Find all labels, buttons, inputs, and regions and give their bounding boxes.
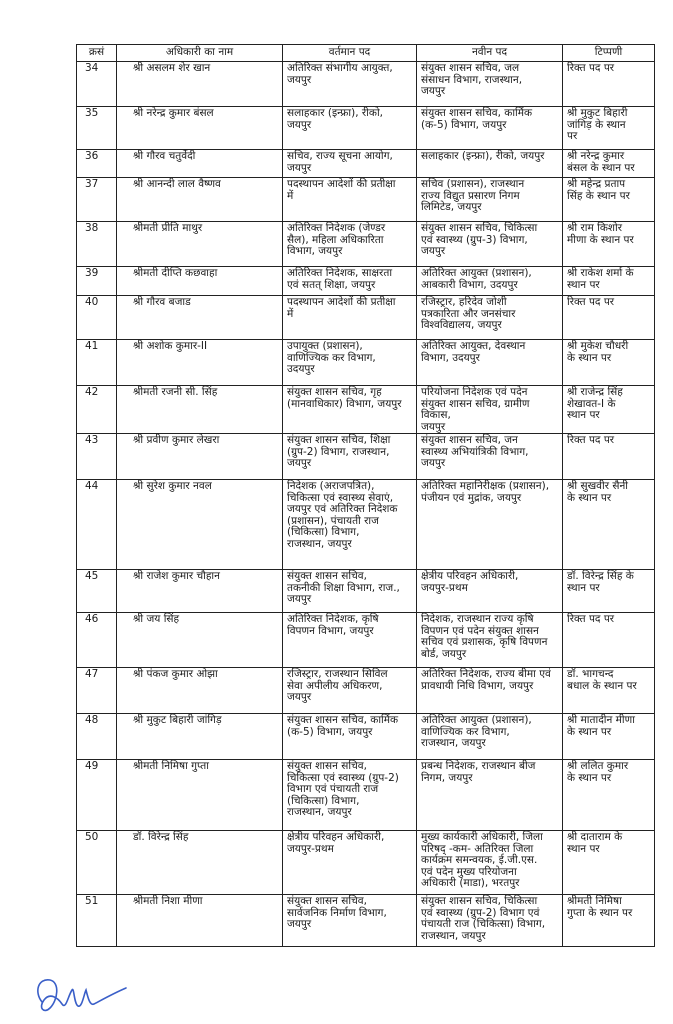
cell-sno: 49: [77, 760, 117, 831]
header-remark: टिप्पणी: [563, 45, 655, 62]
cell-current-post: सचिव, राज्य सूचना आयोग, जयपुर: [283, 150, 417, 178]
cell-new-post: संयुक्त शासन सचिव, चिकित्सा एवं स्वास्थ्य (ग्रुप-3) विभाग, जयपुर: [417, 222, 563, 267]
cell-officer-name: श्री आनन्दी लाल वैष्णव: [117, 178, 283, 222]
cell-sno: 48: [77, 714, 117, 760]
cell-new-post: संयुक्त शासन सचिव, जन स्वास्थ्य अभियांत्रिकी विभाग, जयपुर: [417, 434, 563, 480]
table-row: [77, 714, 655, 760]
cell-officer-name: श्रीमती दीप्ति कछवाहा: [117, 267, 283, 296]
cell-officer-name: श्रीमती प्रीति माथुर: [117, 222, 283, 267]
table-row: [77, 760, 655, 831]
cell-sno: 46: [77, 613, 117, 668]
cell-remark: श्री राम किशोर मीणा के स्थान पर: [563, 222, 655, 267]
cell-sno: 42: [77, 386, 117, 434]
cell-officer-name: श्री पंकज कुमार ओझा: [117, 668, 283, 714]
cell-sno: 38: [77, 222, 117, 267]
cell-remark: श्री मुकुट बिहारी जांगिड़ के स्थान पर: [563, 107, 655, 150]
cell-current-post: निदेशक (अराजपत्रित), चिकित्सा एवं स्वास्थ्य सेवाएं, जयपुर एवं अतिरिक्त निदेशक (प्रशासन), पंचायती राज (चिकित्सा) विभाग, राजस्थान, जयपुर: [283, 480, 417, 570]
cell-officer-name: श्री गौरव चतुर्वेदी: [117, 150, 283, 178]
cell-new-post: प्रबन्ध निदेशक, राजस्थान बीज निगम, जयपुर: [417, 760, 563, 831]
cell-officer-name: श्री जय सिंह: [117, 613, 283, 668]
table-row: [77, 386, 655, 434]
table-row: [77, 267, 655, 296]
cell-new-post: अतिरिक्त आयुक्त, देवस्थान विभाग, उदयपुर: [417, 340, 563, 386]
table-row: [77, 613, 655, 668]
table-row: [77, 480, 655, 570]
cell-remark: श्रीमती निमिषा गुप्ता के स्थान पर: [563, 895, 655, 947]
table-row: [77, 570, 655, 613]
cell-current-post: अतिरिक्त निदेशक, कृषि विपणन विभाग, जयपुर: [283, 613, 417, 668]
cell-officer-name: श्री नरेन्द्र कुमार बंसल: [117, 107, 283, 150]
cell-current-post: संयुक्त शासन सचिव, शिक्षा (ग्रुप-2) विभाग, राजस्थान, जयपुर: [283, 434, 417, 480]
cell-remark: श्री ललित कुमार के स्थान पर: [563, 760, 655, 831]
cell-sno: 43: [77, 434, 117, 480]
cell-officer-name: श्री सुरेश कुमार नवल: [117, 480, 283, 570]
cell-current-post: सलाहकार (इन्फ्रा), रीको, जयपुर: [283, 107, 417, 150]
cell-officer-name: श्री प्रवीण कुमार लेखरा: [117, 434, 283, 480]
cell-officer-name: श्रीमती निमिषा गुप्ता: [117, 760, 283, 831]
table-row: [77, 668, 655, 714]
cell-sno: 37: [77, 178, 117, 222]
cell-new-post: मुख्य कार्यकारी अधिकारी, जिला परिषद् -कम- अतिरिक्त जिला कार्यक्रम समन्वयक, ई.जी.एस. एवं पदेन मुख्य परियोजना अधिकारी (माडा), भरतपुर: [417, 831, 563, 895]
cell-officer-name: श्री गौरव बजाड: [117, 296, 283, 340]
cell-current-post: उपायुक्त (प्रशासन), वाणिज्यिक कर विभाग, उदयपुर: [283, 340, 417, 386]
cell-new-post: संयुक्त शासन सचिव, कार्मिक (क-5) विभाग, जयपुर: [417, 107, 563, 150]
table-row: [77, 434, 655, 480]
cell-sno: 45: [77, 570, 117, 613]
cell-current-post: अतिरिक्त निदेशक, साक्षरता एवं सतत् शिक्षा, जयपुर: [283, 267, 417, 296]
cell-sno: 40: [77, 296, 117, 340]
cell-new-post: सचिव (प्रशासन), राजस्थान राज्य विद्युत प्रसारण निगम लिमिटेड, जयपुर: [417, 178, 563, 222]
table-row: [77, 178, 655, 222]
cell-new-post: निदेशक, राजस्थान राज्य कृषि विपणन एवं पदेन संयुक्त शासन सचिव एवं प्रशासक, कृषि विपणन बोर्ड, जयपुर: [417, 613, 563, 668]
cell-current-post: संयुक्त शासन सचिव, तकनीकी शिक्षा विभाग, राज., जयपुर: [283, 570, 417, 613]
cell-new-post: अतिरिक्त आयुक्त (प्रशासन), वाणिज्यिक कर विभाग, राजस्थान, जयपुर: [417, 714, 563, 760]
header-current-post: वर्तमान पद: [283, 45, 417, 62]
table-row: [77, 831, 655, 895]
cell-officer-name: श्रीमती निशा मीणा: [117, 895, 283, 947]
cell-new-post: अतिरिक्त आयुक्त (प्रशासन), आबकारी विभाग, उदयपुर: [417, 267, 563, 296]
cell-current-post: संयुक्त शासन सचिव, सार्वजनिक निर्माण विभाग, जयपुर: [283, 895, 417, 947]
cell-remark: श्री राजेन्द्र सिंह शेखावत-I के स्थान पर: [563, 386, 655, 434]
transfer-order-table: [76, 44, 655, 947]
cell-sno: 44: [77, 480, 117, 570]
cell-remark: रिक्त पद पर: [563, 296, 655, 340]
cell-remark: डॉ. भागचन्द बधाल के स्थान पर: [563, 668, 655, 714]
cell-current-post: संयुक्त शासन सचिव, चिकित्सा एवं स्वास्थ्य (ग्रुप-2) विभाग एवं पंचायती राज (चिकित्सा) विभाग, राजस्थान, जयपुर: [283, 760, 417, 831]
cell-officer-name: श्री अशोक कुमार-II: [117, 340, 283, 386]
cell-current-post: अतिरिक्त संभागीय आयुक्त, जयपुर: [283, 62, 417, 107]
cell-sno: 35: [77, 107, 117, 150]
cell-officer-name: श्री असलम शेर खान: [117, 62, 283, 107]
cell-new-post: परियोजना निदेशक एवं पदेन संयुक्त शासन सचिव, ग्रामीण विकास, जयपुर: [417, 386, 563, 434]
cell-new-post: सलाहकार (इन्फ्रा), रीको, जयपुर: [417, 150, 563, 178]
cell-current-post: संयुक्त शासन सचिव, गृह (मानवाधिकार) विभाग, जयपुर: [283, 386, 417, 434]
cell-current-post: रजिस्ट्रार, राजस्थान सिविल सेवा अपीलीय अधिकरण, जयपुर: [283, 668, 417, 714]
table-row: [77, 107, 655, 150]
cell-new-post: अतिरिक्त निदेशक, राज्य बीमा एवं प्रावधायी निधि विभाग, जयपुर: [417, 668, 563, 714]
cell-current-post: पदस्थापन आदेशों की प्रतीक्षा में: [283, 296, 417, 340]
cell-officer-name: श्री मुकुट बिहारी जांगिड़: [117, 714, 283, 760]
cell-new-post: रजिस्ट्रार, हरिदेव जोशी पत्रकारिता और जनसंचार विश्वविद्यालय, जयपुर: [417, 296, 563, 340]
cell-current-post: संयुक्त शासन सचिव, कार्मिक (क-5) विभाग, जयपुर: [283, 714, 417, 760]
header-sno: क्रसं: [77, 45, 117, 62]
cell-officer-name: श्री राजेश कुमार चौहान: [117, 570, 283, 613]
cell-new-post: क्षेत्रीय परिवहन अधिकारी, जयपुर-प्रथम: [417, 570, 563, 613]
cell-remark: श्री मुकेश चौधरी के स्थान पर: [563, 340, 655, 386]
table-row: [77, 150, 655, 178]
cell-remark: रिक्त पद पर: [563, 613, 655, 668]
cell-current-post: क्षेत्रीय परिवहन अधिकारी, जयपुर-प्रथम: [283, 831, 417, 895]
cell-sno: 41: [77, 340, 117, 386]
cell-remark: डॉ. विरेन्द्र सिंह के स्थान पर: [563, 570, 655, 613]
cell-current-post: अतिरिक्त निदेशक (जेण्डर सैल), महिला अधिकारिता विभाग, जयपुर: [283, 222, 417, 267]
cell-remark: रिक्त पद पर: [563, 62, 655, 107]
table-row: [77, 895, 655, 947]
cell-sno: 51: [77, 895, 117, 947]
cell-sno: 39: [77, 267, 117, 296]
cell-remark: श्री दाताराम के स्थान पर: [563, 831, 655, 895]
header-new-post: नवीन पद: [417, 45, 563, 62]
table-row: [77, 62, 655, 107]
cell-new-post: अतिरिक्त महानिरीक्षक (प्रशासन), पंजीयन एवं मुद्रांक, जयपुर: [417, 480, 563, 570]
cell-officer-name: श्रीमती रजनी सी. सिंह: [117, 386, 283, 434]
cell-remark: श्री नरेन्द्र कुमार बंसल के स्थान पर: [563, 150, 655, 178]
cell-remark: श्री मातादीन मीणा के स्थान पर: [563, 714, 655, 760]
table-row: [77, 296, 655, 340]
signature-mark: [28, 968, 128, 1020]
table-row: [77, 222, 655, 267]
cell-sno: 36: [77, 150, 117, 178]
header-officer-name: अधिकारी का नाम: [117, 45, 283, 62]
cell-remark: रिक्त पद पर: [563, 434, 655, 480]
cell-officer-name: डॉ. विरेन्द्र सिंह: [117, 831, 283, 895]
cell-remark: श्री महेन्द्र प्रताप सिंह के स्थान पर: [563, 178, 655, 222]
table-row: [77, 340, 655, 386]
cell-sno: 50: [77, 831, 117, 895]
cell-current-post: पदस्थापन आदेशों की प्रतीक्षा में: [283, 178, 417, 222]
cell-sno: 34: [77, 62, 117, 107]
cell-sno: 47: [77, 668, 117, 714]
cell-new-post: संयुक्त शासन सचिव, जल संसाधन विभाग, राजस्थान, जयपुर: [417, 62, 563, 107]
table-header-row: [77, 45, 655, 62]
cell-remark: श्री राकेश शर्मा के स्थान पर: [563, 267, 655, 296]
cell-new-post: संयुक्त शासन सचिव, चिकित्सा एवं स्वास्थ्य (ग्रुप-2) विभाग एवं पंचायती राज (चिकित्सा) विभाग, राजस्थान, जयपुर: [417, 895, 563, 947]
cell-remark: श्री सुखवीर सैनी के स्थान पर: [563, 480, 655, 570]
